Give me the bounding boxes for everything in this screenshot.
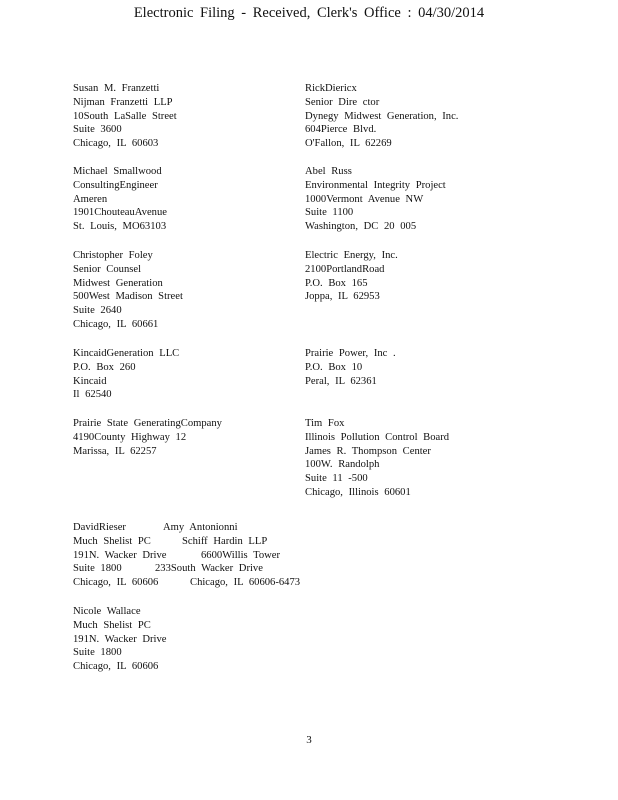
- contact-electric-energy: [305, 249, 398, 304]
- contact-line: Suite 1100: [305, 207, 354, 219]
- contact-line: Suite 2640: [73, 305, 122, 317]
- contact-foley: [73, 249, 183, 332]
- contact-line: Il 62540: [73, 389, 112, 401]
- contact-line: Abel Russ: [305, 166, 352, 177]
- contact-line: P.O. Box 260: [73, 361, 136, 373]
- contact-line: P.O. Box 10: [305, 361, 363, 373]
- contact-line: Nicole Wallace: [73, 606, 141, 617]
- contact-prairie-power: [305, 347, 396, 388]
- contact-antonionni: [155, 521, 301, 590]
- contact-line: Chicago, Illinois 60601: [305, 486, 411, 498]
- contact-rieser: [73, 521, 167, 590]
- contact-line: 100W. Randolph: [305, 459, 380, 471]
- page-number: 3: [306, 734, 312, 746]
- contact-line: Chicago, IL 60606-6473: [190, 577, 301, 589]
- contact-line: Illinois Pollution Control Board: [305, 431, 450, 443]
- contact-line: Christopher Foley: [73, 250, 153, 261]
- contact-line: Chicago, IL 60661: [73, 318, 159, 330]
- contact-line: Marissa, IL 62257: [73, 445, 157, 457]
- contact-line: Ameren: [73, 193, 108, 205]
- contact-line: Suite 11 -500: [305, 473, 368, 485]
- contact-line: Joppa, IL 62953: [305, 291, 380, 303]
- contact-line: Prairie Power, Inc .: [305, 348, 396, 359]
- contact-line: 1000Vermont Avenue NW: [305, 193, 424, 205]
- contact-line: Senior Counsel: [73, 263, 142, 275]
- contact-line: Much Shelist PC: [73, 535, 151, 547]
- contact-line: Washington, DC 20 005: [305, 221, 417, 233]
- document-header: Electronic Filing - Received, Clerk's Office : 04/30/2014: [133, 5, 485, 21]
- contact-line: Tim Fox: [305, 418, 345, 429]
- contact-prairie-state: [73, 417, 222, 458]
- contact-line: Nijman Franzetti LLP: [73, 96, 173, 108]
- contact-line: Susan M. Franzetti: [73, 83, 160, 94]
- contact-line: 604Pierce Blvd.: [305, 124, 377, 136]
- contact-line: Chicago, IL 60606: [73, 661, 159, 673]
- contact-line: Suite 1800: [73, 563, 122, 575]
- contact-line: 191N. Wacker Drive: [73, 549, 167, 561]
- contact-wallace: [73, 605, 167, 674]
- contact-line: James R. Thompson Center: [305, 445, 431, 457]
- contact-line: Amy Antonionni: [163, 522, 238, 533]
- contact-line: Schiff Hardin LLP: [182, 535, 268, 547]
- contact-russ: [305, 165, 446, 234]
- contact-diericx: [305, 82, 458, 151]
- contact-line: Senior Dire ctor: [305, 96, 380, 108]
- contact-line: KincaidGeneration LLC: [73, 348, 180, 359]
- contact-line: 4190County Highway 12: [73, 431, 187, 443]
- contact-kincaid: [73, 347, 179, 402]
- contact-line: Dynegy Midwest Generation, Inc.: [305, 110, 459, 122]
- contact-line: 2100PortlandRoad: [305, 263, 385, 275]
- contact-line: 10South LaSalle Street: [73, 110, 177, 122]
- contact-line: 1901ChouteauAvenue: [73, 207, 167, 219]
- contact-line: Kincaid: [73, 375, 107, 387]
- contact-line: Peral, IL 62361: [305, 375, 377, 387]
- contact-line: Michael Smallwood: [73, 166, 162, 177]
- contact-line: Electric Energy, Inc.: [305, 250, 398, 261]
- contact-line: Chicago, IL 60606: [73, 577, 159, 589]
- contact-line: DavidRieser: [73, 522, 126, 533]
- contact-line: 233South Wacker Drive: [155, 563, 263, 575]
- contact-line: P.O. Box 165: [305, 277, 368, 289]
- contact-line: RickDiericx: [305, 83, 357, 94]
- contact-line: Prairie State GeneratingCompany: [73, 418, 222, 429]
- contact-smallwood: [73, 165, 167, 234]
- contact-line: 6600Willis Tower: [201, 549, 281, 561]
- contact-line: O'Fallon, IL 62269: [305, 138, 392, 150]
- contact-line: 191N. Wacker Drive: [73, 633, 167, 645]
- contact-fox: [305, 417, 449, 500]
- contact-line: Much Shelist PC: [73, 619, 151, 631]
- contact-line: Environmental Integrity Project: [305, 179, 446, 191]
- contact-line: Suite 3600: [73, 124, 122, 136]
- contact-franzetti: [73, 82, 177, 151]
- contact-line: 500West Madison Street: [73, 291, 183, 303]
- contact-line: ConsultingEngineer: [73, 179, 158, 191]
- contact-line: St. Louis, MO63103: [73, 221, 167, 233]
- contact-line: Midwest Generation: [73, 277, 163, 289]
- contact-line: Suite 1800: [73, 647, 122, 659]
- contact-line: Chicago, IL 60603: [73, 138, 159, 150]
